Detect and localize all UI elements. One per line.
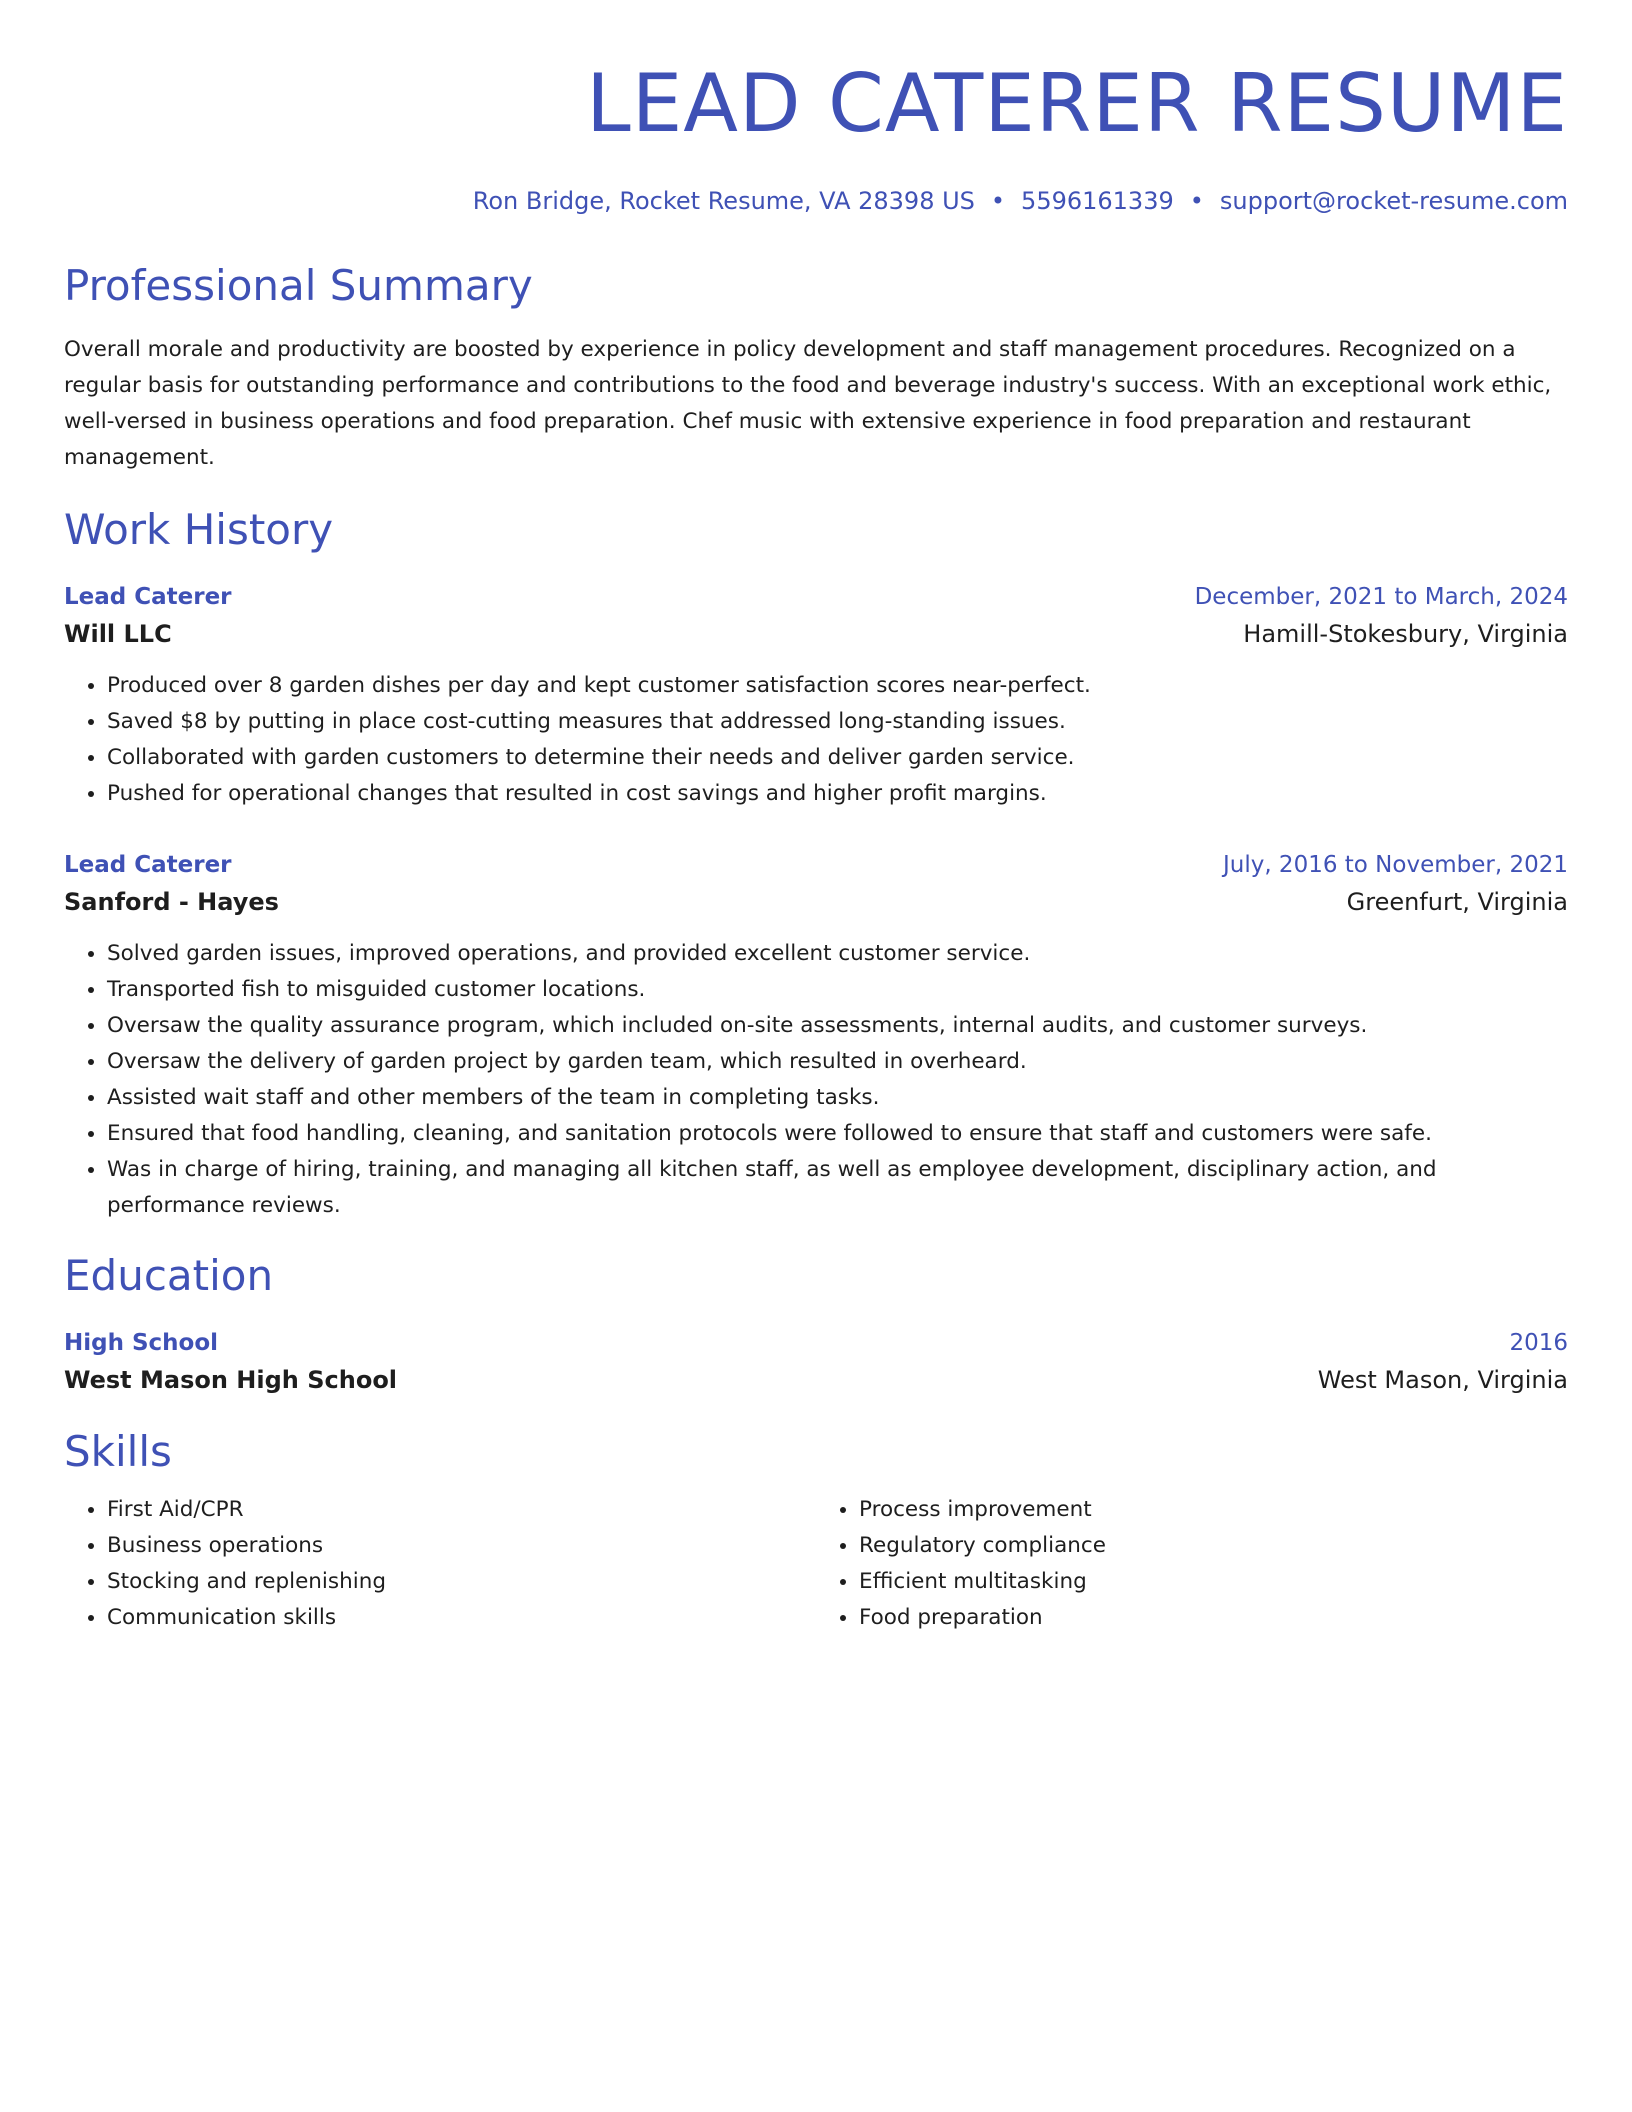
job-bullet: • Assisted wait staff and other members of the team in completing tasks.: [107, 1080, 1568, 1116]
education-school-row: [64, 1360, 1568, 1400]
job-dates: July, 2016 to November, 2021: [1222, 852, 1568, 878]
skill-item: • Communication skills: [107, 1600, 816, 1636]
skill-item: • Efficient multitasking: [859, 1564, 1568, 1600]
skill-item: • First Aid/CPR: [107, 1492, 816, 1528]
section-heading: Work History: [64, 505, 334, 554]
job-bullet: • Pushed for operational changes that resulted in cost savings and higher profit margins.: [107, 776, 1568, 812]
job-company-row: [64, 614, 1568, 654]
job-bullet: • Oversaw the quality assurance program, which included on-site assessments, internal audits, and customer surveys.: [107, 1008, 1568, 1044]
job-bullet: • Ensured that food handling, cleaning, and sanitation protocols were followed to ensure that staff and customers were safe.: [107, 1116, 1568, 1152]
section-heading: Skills: [64, 1427, 172, 1476]
job-company: Sanford - Hayes: [64, 888, 279, 916]
education-school: West Mason High School: [64, 1366, 398, 1394]
skills-column-right: [816, 1492, 1568, 1636]
section-heading: Professional Summary: [64, 261, 533, 310]
education-degree: High School: [64, 1330, 219, 1356]
job-title: Lead Caterer: [64, 852, 232, 878]
job-company: Will LLC: [64, 620, 172, 648]
education-location: West Mason, Virginia: [1317, 1366, 1568, 1394]
section-heading: Education: [64, 1251, 274, 1300]
job-location: Greenfurt, Virginia: [1346, 888, 1568, 916]
job-bullet: • Solved garden issues, improved operations, and provided excellent customer service.: [107, 936, 1568, 972]
education-section: [64, 1250, 1568, 1400]
summary-text: Overall morale and productivity are boosted by experience in policy development and staff management procedures. Recognized on a regular basis for outstanding performance and contributions to the food and beverage industry's success. With an exceptional work ethic, well-versed in business operations and food preparation. Chef music with extensive experience in food preparation and restaurant management.: [64, 337, 1552, 470]
skills-section: [64, 1426, 1568, 1636]
job-title-row: [64, 848, 1568, 882]
skill-item: • Food preparation: [859, 1600, 1568, 1636]
job-bullet: • Transported fish to misguided customer locations.: [107, 972, 1568, 1008]
skill-item: • Stocking and replenishing: [107, 1564, 816, 1600]
professional-summary-section: [64, 260, 1568, 476]
contact-separator: •: [1189, 187, 1204, 215]
job-bullet: • Was in charge of hiring, training, and managing all kitchen staff, as well as employee development, disciplinary action, and performance reviews.: [107, 1152, 1568, 1224]
contact-email: support@rocket-resume.com: [1219, 187, 1568, 215]
skills-list: [64, 1492, 816, 1636]
skills-columns: [64, 1492, 1568, 1636]
contact-phone: 5596161339: [1021, 187, 1174, 215]
skill-item: • Process improvement: [859, 1492, 1568, 1528]
job-title: Lead Caterer: [64, 584, 232, 610]
job-dates: December, 2021 to March, 2024: [1194, 584, 1568, 610]
job-title-row: [64, 580, 1568, 614]
job-company-row: [64, 882, 1568, 922]
resume-title: LEAD CATERER RESUME: [586, 57, 1568, 150]
skills-list: [816, 1492, 1568, 1636]
education-degree-row: [64, 1326, 1568, 1360]
contact-address: Ron Bridge, Rocket Resume, VA 28398 US: [472, 187, 975, 215]
resume-header: [64, 0, 1568, 216]
job-bullet-list: [64, 936, 1568, 1224]
job-entry: [64, 580, 1568, 812]
job-bullet: • Collaborated with garden customers to determine their needs and deliver garden service.: [107, 740, 1568, 776]
contact-line: [64, 186, 1568, 216]
job-location: Hamill-Stokesbury, Virginia: [1243, 620, 1568, 648]
work-history-section: [64, 504, 1568, 1224]
contact-separator: •: [990, 187, 1006, 215]
job-bullet: • Oversaw the delivery of garden project by garden team, which resulted in overheard.: [107, 1044, 1568, 1080]
skill-item: • Business operations: [107, 1528, 816, 1564]
skills-column-left: [64, 1492, 816, 1636]
job-bullet: • Produced over 8 garden dishes per day and kept customer satisfaction scores near-perfect.: [107, 668, 1568, 704]
education-year: 2016: [1509, 1330, 1568, 1356]
skill-item: • Regulatory compliance: [859, 1528, 1568, 1564]
job-bullet: • Saved $8 by putting in place cost-cutting measures that addressed long-standing issues.: [107, 704, 1568, 740]
job-entry: [64, 848, 1568, 1224]
job-bullet-list: [64, 668, 1568, 812]
education-entry: [64, 1326, 1568, 1400]
